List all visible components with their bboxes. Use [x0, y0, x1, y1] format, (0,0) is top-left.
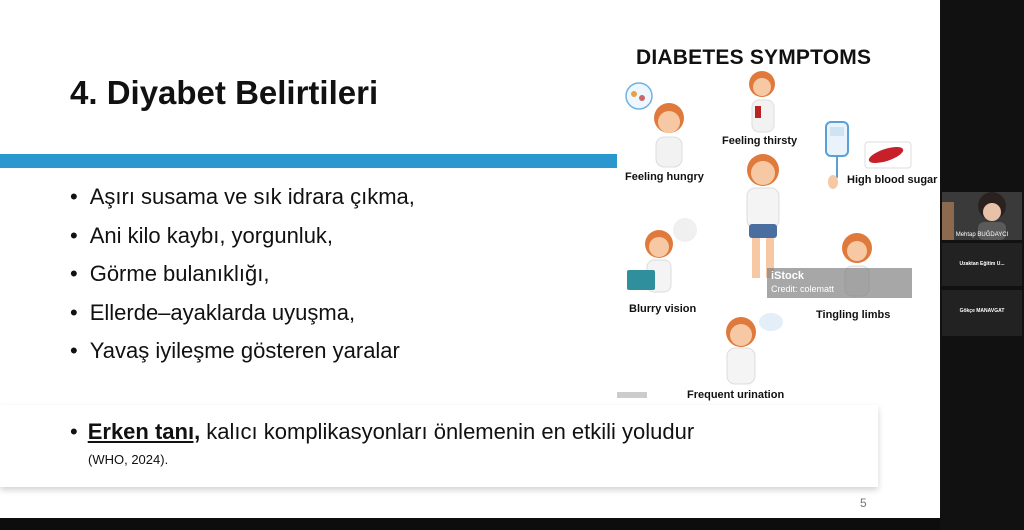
participant-tile[interactable] [942, 290, 1022, 336]
callout-bold: Erken tanı, [87, 419, 201, 444]
callout-bullet: • [70, 419, 78, 444]
list-item: • Ellerde–ayaklarda uyuşma, [70, 294, 415, 333]
list-item: • Ani kilo kaybı, yorgunluk, [70, 217, 415, 256]
image-tag [617, 392, 647, 398]
watermark-brand: iStock [771, 270, 805, 282]
page-number: 5 [860, 496, 867, 510]
participant-video-tile[interactable] [942, 192, 1022, 240]
list-item: • Aşırı susama ve sık idrara çıkma, [70, 178, 415, 217]
slide-title: 4. Diyabet Belirtileri [70, 74, 379, 111]
callout-text [70, 419, 694, 445]
bottom-strip [0, 518, 940, 530]
list-item: • Görme bulanıklığı, [70, 255, 415, 294]
label-feeling-thirsty: Feeling thirsty [722, 135, 798, 147]
stock-watermark [767, 268, 912, 298]
symptom-list [70, 178, 415, 371]
diabetes-symptoms-infographic [615, 40, 938, 405]
hungry-girl-icon [625, 82, 695, 172]
infographic-title: DIABETES SYMPTOMS [636, 46, 872, 69]
urination-girl-icon [715, 310, 795, 388]
participant-tile[interactable] [942, 243, 1022, 286]
accent-bar [0, 154, 617, 168]
callout-rest: kalıcı komplikasyonları önlemenin en etkili yoludur [200, 419, 695, 444]
participant-name: Mehtap BUĞDAYCI [955, 232, 1009, 238]
label-high-blood-sugar: High blood sugar [847, 174, 938, 186]
label-frequent-urination: Frequent urination [687, 389, 785, 401]
list-item: • Yavaş iyileşme gösteren yaralar [70, 332, 415, 371]
callout-box [0, 405, 878, 487]
watermark-credit: Credit: colematt [771, 284, 835, 294]
blurry-vision-girl-icon [623, 216, 703, 301]
label-blurry-vision: Blurry vision [629, 303, 697, 315]
label-feeling-hungry: Feeling hungry [625, 171, 704, 183]
participant-name: Uzaktan Eğitim U... [959, 261, 1005, 267]
callout-citation: (WHO, 2024). [88, 452, 169, 467]
thirsty-girl-icon [740, 70, 785, 135]
participant-name: Gökçe MANAVGAT [959, 308, 1005, 314]
glucose-meter-icon [823, 120, 938, 200]
label-tingling-limbs: Tingling limbs [816, 309, 891, 321]
